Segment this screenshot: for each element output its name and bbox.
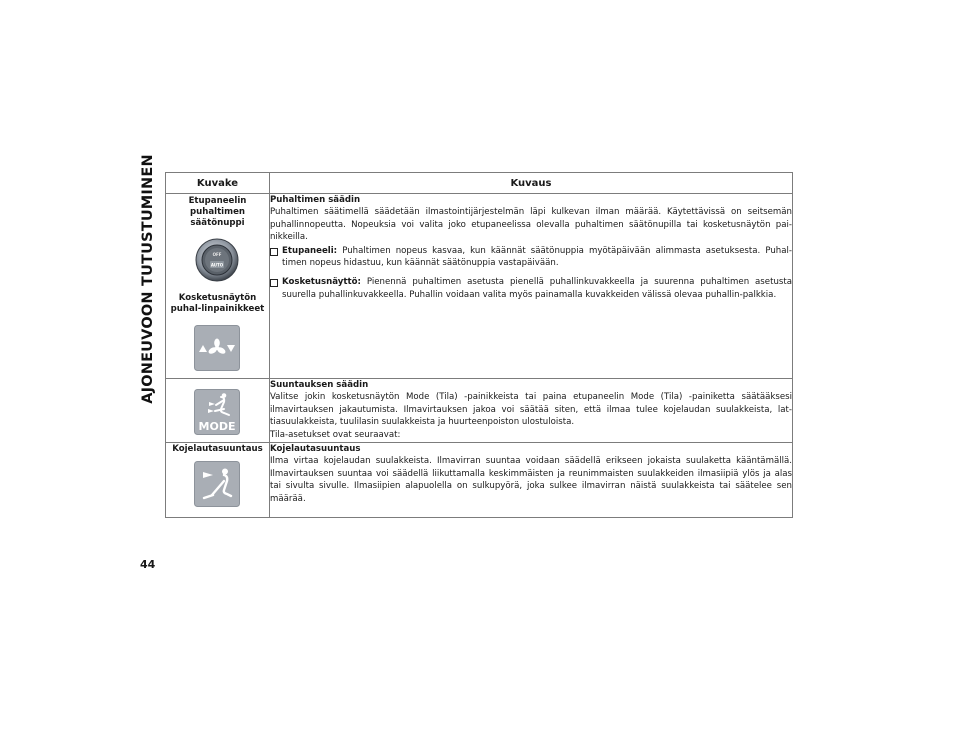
icon-cell (166, 194, 270, 379)
page-number: 44 (140, 558, 156, 571)
description-cell (269, 194, 792, 379)
bullet-item (270, 276, 792, 301)
touchscreen-fan-buttons-icon (194, 325, 240, 371)
panel-mode-text: Ilma virtaa kojelaudan suulakkeista. Ilmavirran suuntaa voidaan säädellä erikseen jokaista suulaketta kääntämällä. Ilmavirtauksen suuntaa voi säädellä liikuttamalla keskimmäisten ja reunimmaisten suulakkeiden ilmasiipiä ylös ja alas tai sivulta sivulle. Ilmasiipien alapuolella on sulkupyörä, joka sulkee ilmavirran näistä suulakkeista tai säätelee sen määrää. (269, 456, 792, 504)
table-row (166, 379, 793, 443)
table-row (166, 443, 793, 518)
header-kuvaus: Kuvaus (269, 173, 792, 194)
bullet-text: Pienennä puhaltimen asetusta pienellä puhallinkuvakkeella ja suurenna puhaltimen asetusta suurella puhallinkuvakkeella. Puhallin voidaan valita myös painamalla kuvakkeiden välissä olevaa puhallin-palkkia. (281, 277, 793, 300)
bullet-text: Puhaltimen nopeus kasvaa, kun käännät säätönuppia myötäpäivään alimmasta asetuksesta. Puhal-timen nopeus hidastuu, kun käännät säätönuppia vastapäivään. (281, 245, 792, 269)
mode-button-icon (194, 389, 240, 435)
bullet-box-icon (270, 279, 278, 287)
panel-mode-title: Kojelautasuuntaus (269, 444, 361, 454)
table-header-row (166, 173, 793, 194)
knob-auto-text: AUTO (211, 262, 224, 268)
mode-control-text: Valitse jokin kosketusnäytön Mode (Tila) -painikkeista tai paina etupaneelin Mode (Tila) -painiketta säätääksesi ilmavirtauksen jakautumista. Ilmavirtauksen jakoa voi säätää siten, että ilmaa tulee kojelaudan suulakkeista, lat-tiasuulakkeista, tuulilasin suulakkeista ja huurteenpoiston ulostuloista. (269, 392, 792, 428)
bullet-item (270, 245, 792, 270)
side-title-text: AJONEUVOON TUTUSTUMINEN (140, 154, 156, 404)
knob-off-text: OFF (213, 252, 222, 257)
touchscreen-fan-label: Kosketusnäytön puhal-linpainikkeet (170, 293, 265, 314)
controls-table (165, 172, 793, 518)
mode-control-text-2: Tila-asetukset ovat seuraavat: (269, 429, 401, 440)
description-cell (269, 443, 792, 518)
mode-control-title: Suuntauksen säädin (269, 380, 369, 390)
fan-knob-icon (195, 238, 239, 282)
mode-icon-text: MODE (199, 420, 236, 433)
fan-knob-label: Etupaneelin puhaltimen säätönuppi (188, 196, 247, 228)
panel-mode-label: Kojelautasuuntaus (172, 444, 263, 454)
section-side-title (138, 154, 158, 404)
header-kuvake: Kuvake (166, 173, 270, 194)
table-row (166, 194, 793, 379)
bullet-label: Kosketusnäyttö: (281, 277, 361, 288)
bullet-label: Etupaneeli: (281, 245, 338, 256)
icon-cell (166, 379, 270, 443)
panel-mode-icon (194, 461, 240, 507)
fan-control-title: Puhaltimen säädin (269, 195, 361, 205)
bullet-box-icon (270, 248, 278, 256)
fan-control-text: Puhaltimen säätimellä säädetään ilmastointijärjestelmän läpi kulkevan ilman määrää. Käytettävissä on seitsemän puhallinnopeutta. Nopeuksia voi valita joko etupaneelissa olevalla puhaltimen säätönupilla tai kosketusnäytön pai-nikkeilla. (269, 207, 792, 243)
icon-cell (166, 443, 270, 518)
description-cell (269, 379, 792, 443)
